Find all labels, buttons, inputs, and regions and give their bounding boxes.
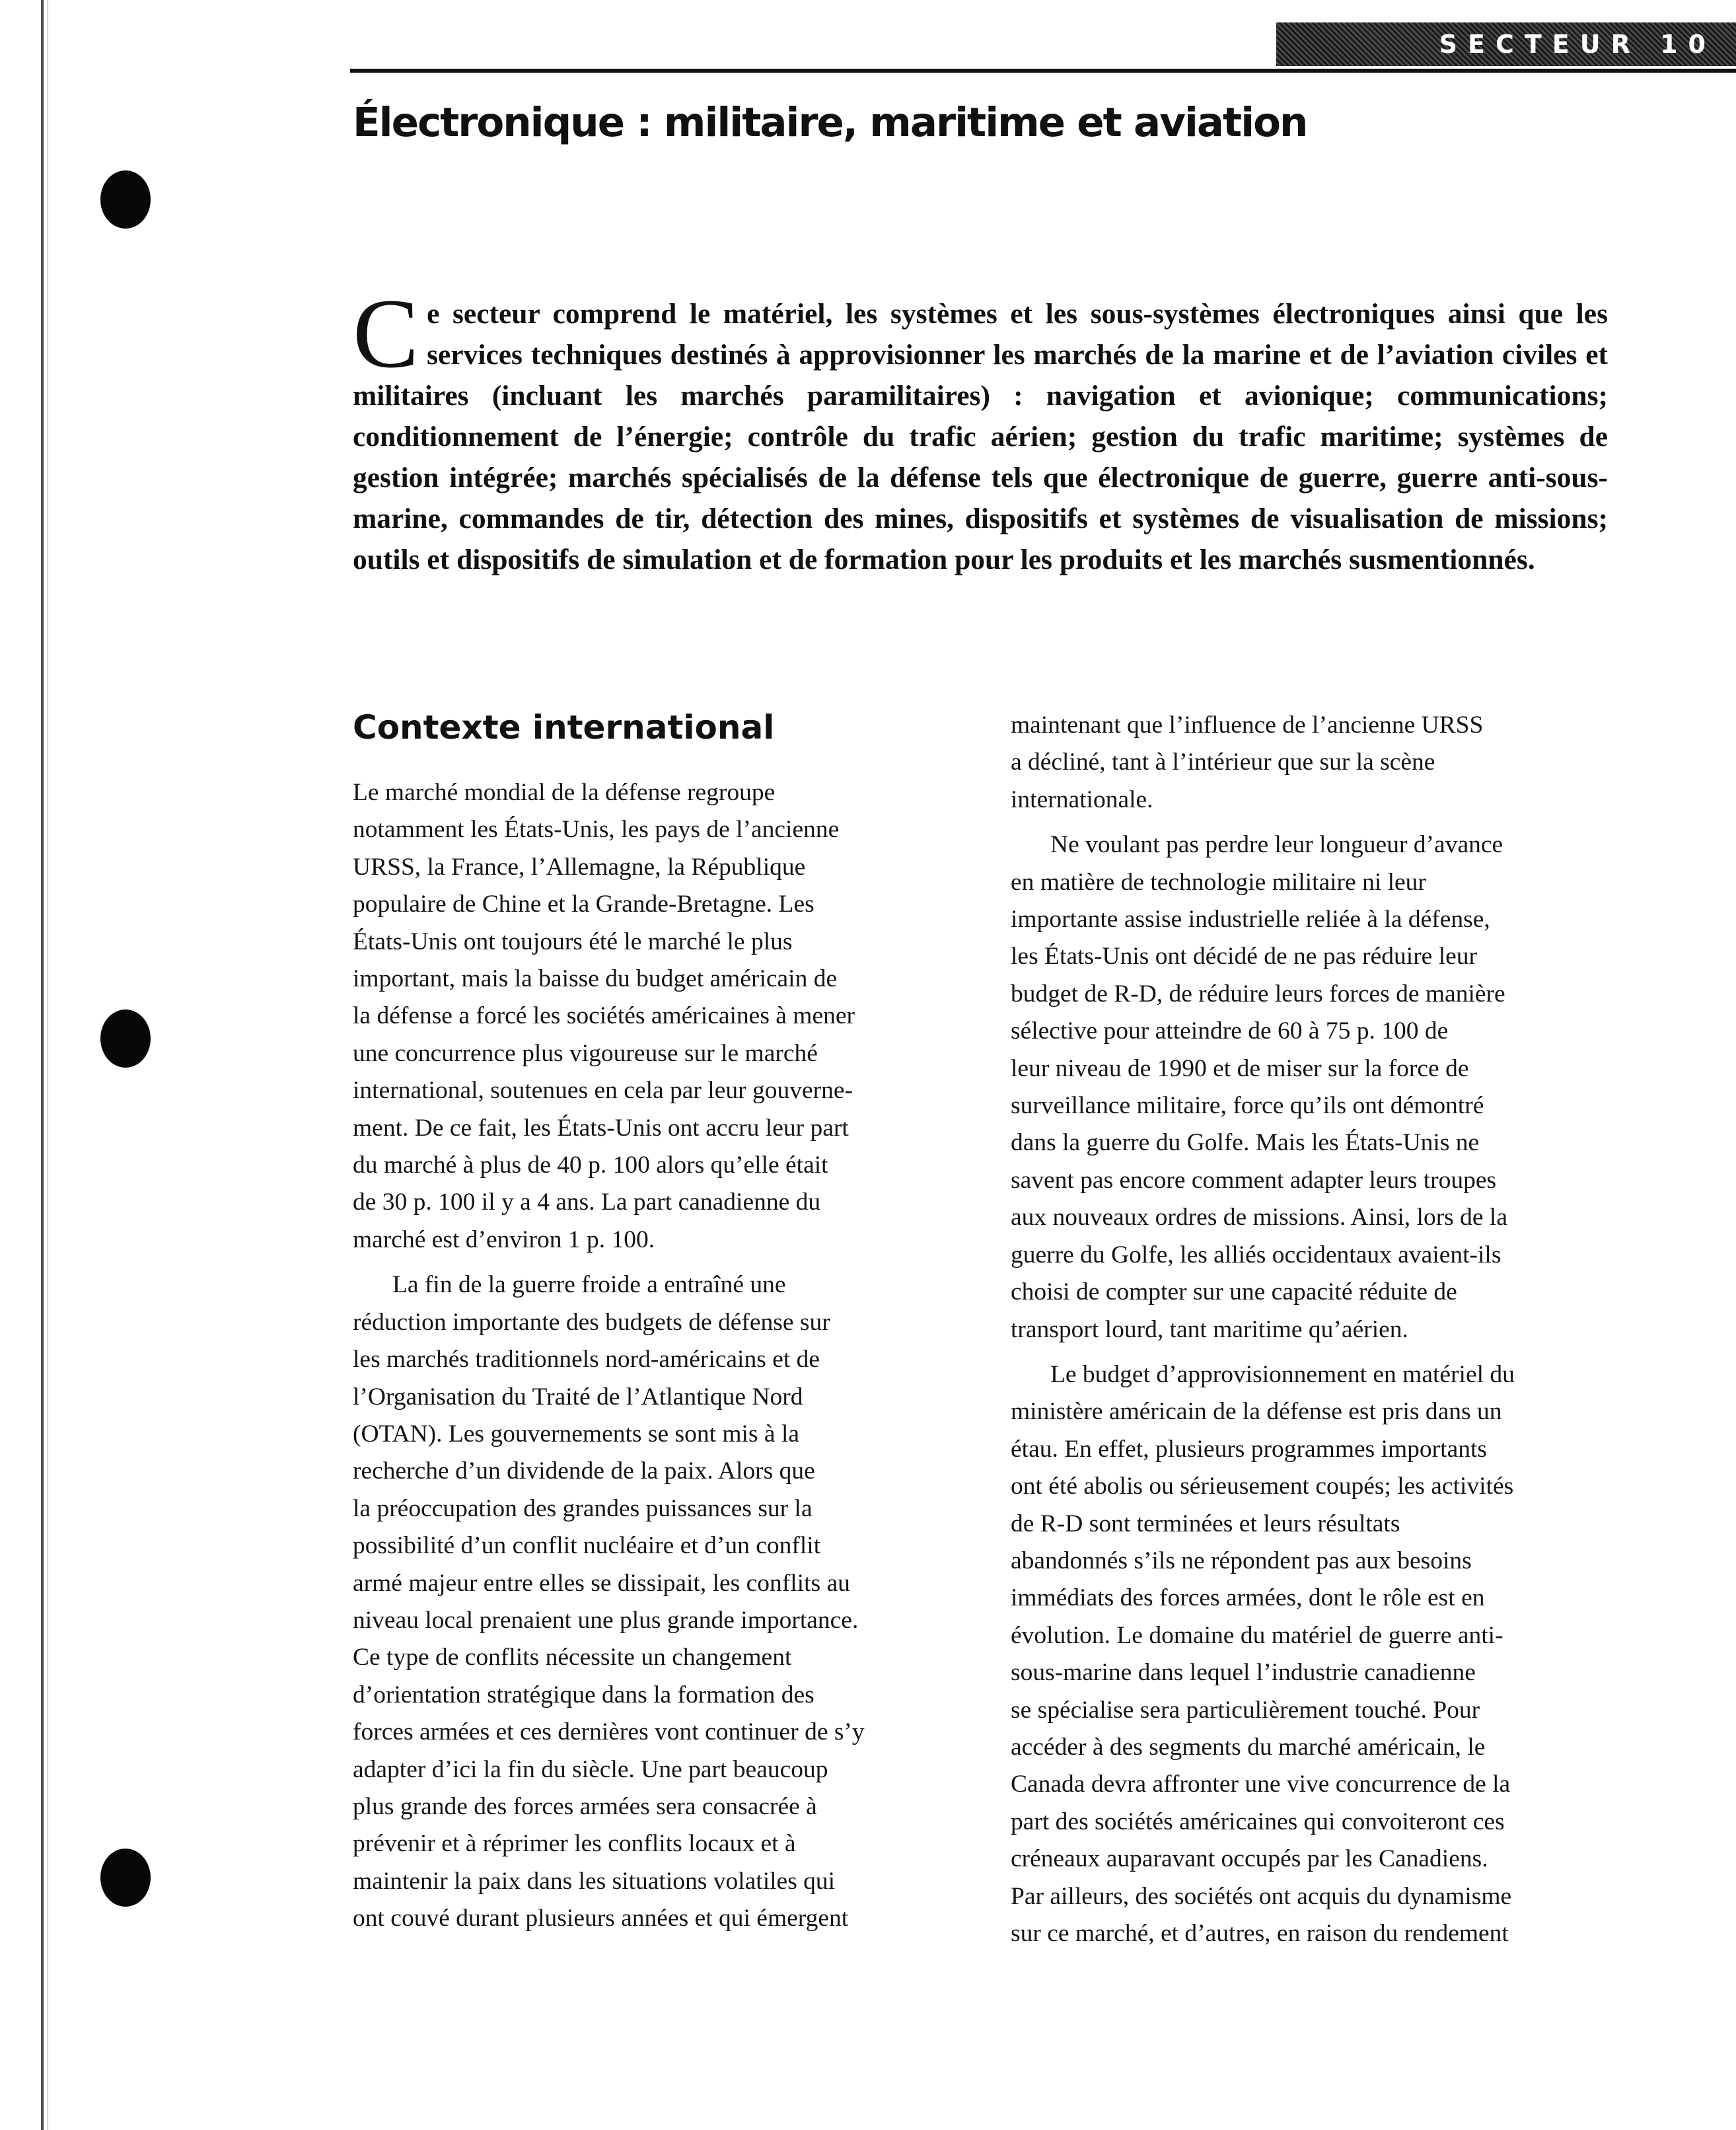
text-line: armé majeur entre elles se dissipait, les conflits au (353, 1569, 850, 1597)
text-line: Par ailleurs, des sociétés ont acquis du dynamisme (1011, 1882, 1512, 1910)
text-line: du marché à plus de 40 p. 100 alors qu’elle était (353, 1152, 828, 1179)
text-line: Le marché mondial de la défense regroupe (353, 779, 776, 806)
text-line: Le budget d’approvisionnement en matériel du (1050, 1360, 1515, 1388)
text-line: transport lourd, tant maritime qu’aérien. (1011, 1315, 1408, 1343)
text-line: choisi de compter sur une capacité réduite de (1011, 1278, 1457, 1306)
text-line: Ce type de conflits nécessite un changement (353, 1644, 792, 1671)
text-line: forces armées et ces dernières vont continuer de s’y (353, 1718, 865, 1746)
text-line: notamment les États-Unis, les pays de l’ancienne (353, 816, 840, 844)
text-line: international, soutenues en cela par leur gouverne- (353, 1077, 853, 1105)
text-line: a décliné, tant à l’intérieur que sur la scène (1011, 749, 1435, 776)
text-line: étau. En effet, plusieurs programmes importants (1011, 1435, 1487, 1463)
right-paragraph-3 (1011, 1356, 1618, 1953)
header-rule (350, 69, 1736, 73)
punch-hole-middle (100, 1010, 151, 1068)
text-line: important, mais la baisse du budget américain de (353, 965, 838, 993)
text-line: les États-Unis ont décidé de ne pas réduire leur (1011, 943, 1477, 971)
text-line: marché est d’environ 1 p. 100. (353, 1226, 655, 1253)
text-line: une concurrence plus vigoureuse sur le marché (353, 1039, 818, 1067)
text-line: surveillance militaire, force qu’ils ont démontré (1011, 1092, 1484, 1120)
text-line: de 30 p. 100 il y a 4 ans. La part canadienne du (353, 1189, 821, 1216)
left-column (353, 774, 947, 1938)
text-line: possibilité d’un conflit nucléaire et d’un conflit (353, 1532, 821, 1560)
text-line: sur ce marché, et d’autres, en raison du rendement (1011, 1920, 1509, 1947)
text-line: l’Organisation du Traité de l’Atlantique Nord (353, 1383, 803, 1411)
section-heading: Contexte international (353, 708, 775, 747)
scan-binding-edge (41, 0, 44, 2130)
text-line: abandonnés s’ils ne répondent pas aux besoins (1011, 1547, 1472, 1574)
text-line: ment. De ce fait, les États-Unis ont accru leur part (353, 1114, 849, 1142)
text-line: adapter d’ici la fin du siècle. Une part beaucoup (353, 1755, 828, 1783)
text-line: se spécialise sera particulièrement touché. Pour (1011, 1696, 1480, 1724)
text-line: d’orientation stratégique dans la formation des (353, 1681, 814, 1708)
text-line: réduction importante des budgets de défense sur (353, 1308, 830, 1336)
text-line: importante assise industrielle reliée à la défense, (1011, 906, 1490, 934)
text-line: la préoccupation des grandes puissances sur la (353, 1494, 813, 1522)
text-line: budget de R-D, de réduire leurs forces de manière (1011, 980, 1505, 1008)
text-line: États-Unis ont toujours été le marché le plus (353, 928, 793, 955)
left-paragraph-2 (353, 1267, 947, 1937)
text-line: la défense a forcé les sociétés américaines à mener (353, 1002, 855, 1030)
right-column (1011, 707, 1618, 1952)
text-line: plus grande des forces armées sera consacrée à (353, 1792, 817, 1820)
intro-text: e secteur comprend le matériel, les systèmes et les sous-systèmes électroniques ainsi que les services techniques destinés à approvisionner les marchés de la marine et de l’aviation civiles et militaires (incluant les marchés paramilitaires) : navigation et avionique; communications; conditionnement de l’énergie; contrôle du trafic aérien; gestion du trafic maritime; systèmes de gestion intégrée; marchés spécialisés de la défense tels que électronique de guerre, guerre anti-sous-marine, commandes de tir, détection des mines, dispositifs et systèmes de visualisation de missions; outils et dispositifs de simulation et de formation pour les produits et les marchés susmentionnés. (353, 298, 1608, 575)
left-paragraph-1 (353, 774, 947, 1259)
text-line: ont couvé durant plusieurs années et qui émergent (353, 1905, 849, 1932)
text-line: URSS, la France, l’Allemagne, la République (353, 853, 806, 881)
text-line: accéder à des segments du marché américain, le (1011, 1733, 1486, 1761)
text-line: immédiats des forces armées, dont le rôle est en (1011, 1584, 1485, 1612)
sector-badge (1276, 22, 1736, 66)
intro-dropcap: C (353, 279, 419, 388)
right-paragraph-1 (1011, 707, 1618, 819)
text-line: populaire de Chine et la Grande-Bretagne. Les (353, 891, 814, 918)
text-line: Canada devra affronter une vive concurrence de la (1011, 1771, 1511, 1798)
text-line: en matière de technologie militaire ni leur (1011, 868, 1426, 896)
text-line: aux nouveaux ordres de missions. Ainsi, lors de la (1011, 1204, 1507, 1231)
text-line: dans la guerre du Golfe. Mais les États-Unis ne (1011, 1129, 1480, 1157)
punch-hole-top (100, 170, 151, 229)
text-line: maintenant que l’influence de l’ancienne URSS (1011, 712, 1484, 739)
punch-hole-bottom (100, 1849, 151, 1907)
text-line: niveau local prenaient une plus grande importance. (353, 1606, 859, 1634)
intro-paragraph (353, 279, 1608, 580)
sector-label: SECTEUR 10 (1439, 30, 1716, 59)
text-line: créneaux auparavant occupés par les Canadiens. (1011, 1845, 1488, 1873)
text-line: guerre du Golfe, les alliés occidentaux avaient-ils (1011, 1241, 1501, 1268)
text-line: sélective pour atteindre de 60 à 75 p. 100 de (1011, 1017, 1449, 1045)
text-line: Ne voulant pas perdre leur longueur d’avance (1050, 831, 1503, 859)
text-line: ministère américain de la défense est pris dans un (1011, 1398, 1502, 1426)
text-line: recherche d’un dividende de la paix. Alors que (353, 1457, 815, 1485)
right-paragraph-2 (1011, 826, 1618, 1348)
text-line: sous-marine dans lequel l’industrie canadienne (1011, 1659, 1476, 1687)
text-line: les marchés traditionnels nord-américains et de (353, 1346, 820, 1374)
text-line: ont été abolis ou sérieusement coupés; les activités (1011, 1473, 1514, 1500)
text-line: de R-D sont terminées et leurs résultats (1011, 1510, 1400, 1537)
text-line: La fin de la guerre froide a entraîné une (392, 1271, 786, 1299)
text-line: internationale. (1011, 786, 1153, 813)
text-line: évolution. Le domaine du matériel de guerre anti- (1011, 1621, 1503, 1649)
page-title: Électronique : militaire, maritime et aviation (353, 99, 1307, 146)
text-line: part des sociétés américaines qui convoiteront ces (1011, 1808, 1505, 1835)
text-line: prévenir et à réprimer les conflits locaux et à (353, 1830, 796, 1858)
text-line: savent pas encore comment adapter leurs troupes (1011, 1166, 1497, 1194)
text-line: (OTAN). Les gouvernements se sont mis à la (353, 1420, 800, 1448)
text-line: leur niveau de 1990 et de miser sur la force de (1011, 1054, 1469, 1082)
text-line: maintenir la paix dans les situations volatiles qui (353, 1867, 836, 1895)
